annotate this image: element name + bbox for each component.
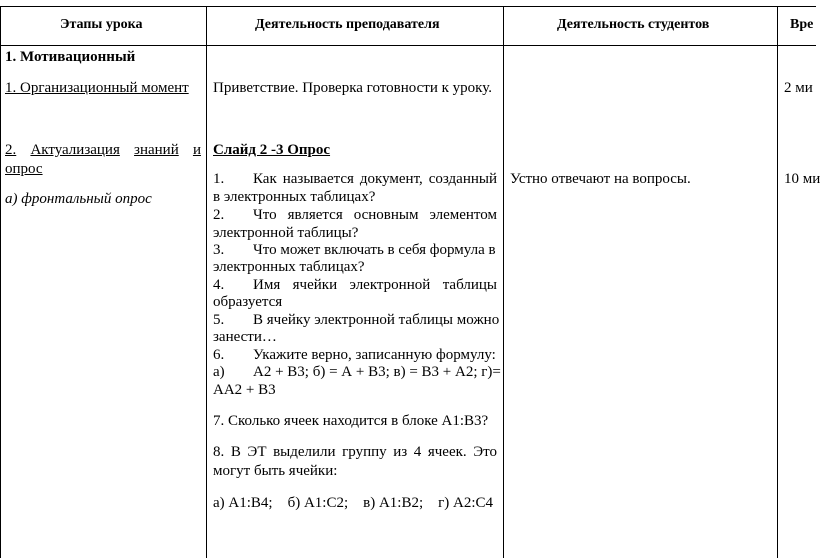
q8-line2: могут быть ячейки:	[213, 463, 338, 479]
q8-answers: а) А1:В4; б) А1:С2; в) А1:В2; г) А2:С4	[213, 495, 494, 511]
word: 8.	[213, 444, 225, 460]
word: из	[393, 444, 408, 460]
word: 4	[413, 444, 422, 460]
stage2-student-activity: Устно отвечают на вопросы.	[510, 171, 691, 187]
q6-line1: Укажите верно, записанную формулу:	[253, 347, 496, 363]
word: основным	[353, 207, 419, 223]
q6-line3: АА2 + В3	[213, 382, 276, 398]
word: электронной	[349, 277, 431, 293]
stage2-method: а) фронтальный опрос	[5, 191, 152, 207]
word: Это	[473, 444, 497, 460]
q4-number: 4.	[213, 277, 225, 293]
slide-title: Слайд 2 -3 Опрос	[213, 142, 331, 158]
q6-option-a: а)	[213, 364, 225, 380]
header-stages: Этапы урока	[60, 17, 143, 32]
word: элементом	[429, 207, 497, 223]
word: выделили	[273, 444, 336, 460]
q6-line2: А2 + В3; б) = А + В3; в) = В3 + А2; г)=	[253, 364, 501, 380]
word: и	[192, 142, 201, 158]
header-time: Вре	[790, 17, 814, 32]
word: В	[230, 444, 241, 460]
stage2-time: 10 ми	[784, 171, 820, 187]
q2-line2: электронной таблицы?	[213, 225, 359, 241]
stage1-org-moment: 1. Организационный момент	[5, 80, 189, 96]
q5-number: 5.	[213, 312, 225, 328]
q1-line2: в электронных таблицах?	[213, 189, 376, 205]
header-bottom-border	[0, 45, 816, 46]
word: таблицы	[442, 277, 497, 293]
table-top-border	[0, 6, 816, 7]
word: является	[287, 207, 343, 223]
word: 2.	[5, 142, 17, 158]
q3-line2: электронных таблицах?	[213, 259, 365, 275]
stage1-time: 2 ми	[784, 80, 813, 96]
column-divider-1	[206, 6, 207, 558]
q6-number: 6.	[213, 347, 225, 363]
word: группу	[342, 444, 387, 460]
stage1-teacher-activity: Приветствие. Проверка готовности к уроку.	[213, 80, 492, 96]
q8-line1	[213, 443, 497, 461]
header-student-activity: Деятельность студентов	[557, 17, 710, 32]
word: Имя	[253, 277, 281, 293]
q5-line1: В ячейку электронной таблицы можно	[253, 312, 500, 328]
word: знаний	[134, 142, 179, 158]
word: ячейки	[292, 277, 338, 293]
word: ячеек.	[427, 444, 467, 460]
word: называется	[282, 171, 354, 187]
word: документ,	[359, 171, 423, 187]
q1-number: 1.	[213, 171, 225, 187]
stage2-title-line2: опрос	[5, 161, 43, 177]
q3-number: 3.	[213, 242, 225, 258]
column-divider-2	[503, 6, 504, 558]
header-teacher-activity: Деятельность преподавателя	[255, 17, 440, 32]
table-left-border	[0, 6, 1, 558]
stage2-title-line1	[5, 141, 201, 159]
word: созданный	[428, 171, 497, 187]
q3-line1: Что может включать в себя формула в	[253, 242, 496, 258]
word: Актуализация	[30, 142, 120, 158]
q4-line2: образуется	[213, 294, 283, 310]
stage1-title: 1. Мотивационный	[5, 49, 136, 65]
word: Как	[253, 171, 277, 187]
q7: 7. Сколько ячеек находится в блоке А1:В3?	[213, 413, 489, 429]
q1-line1	[253, 170, 497, 188]
q4-line1	[253, 276, 497, 294]
word: Что	[253, 207, 277, 223]
q5-line2: занести…	[213, 329, 277, 345]
word: ЭТ	[247, 444, 267, 460]
q2-number: 2.	[213, 207, 225, 223]
q2-line1	[253, 206, 497, 224]
column-divider-3	[777, 6, 778, 558]
